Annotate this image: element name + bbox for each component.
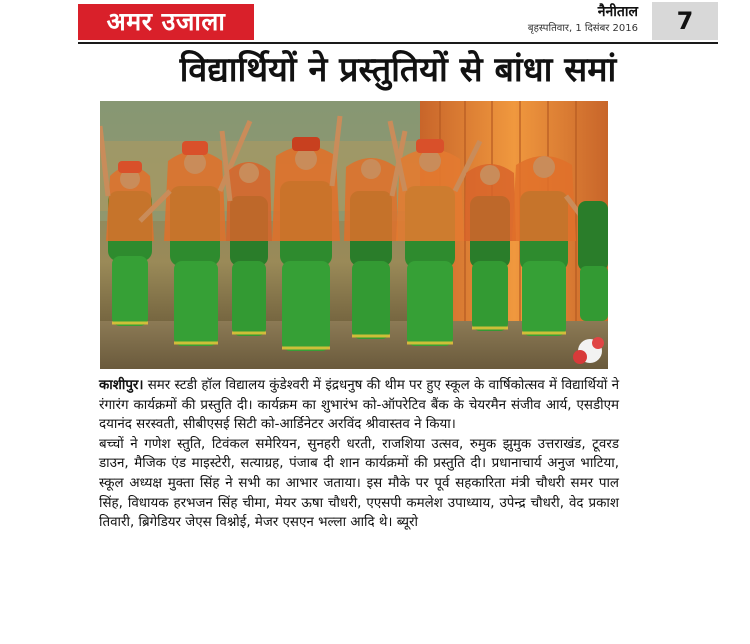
edition-date: बृहस्पतिवार, 1 दिसंबर 2016: [527, 23, 638, 34]
edition-city: नैनीताल: [597, 4, 638, 20]
news-photo: [100, 101, 608, 369]
newspaper-logo: अमर उजाला: [78, 4, 254, 40]
article-paragraph-2: बच्चों ने गणेश स्तुति, टिवंकल समेरियन, सुनहरी धरती, राजशिया उत्सव, रुमुक झुमुक उत्तराखंड, टूवरड डाउन, मैजिक एंड माइस्टेरी, सत्याग्रह, पंजाब दी शान कार्यक्रमों की प्रस्तुति दी। प्रधानाचार्य अनुज भाटिया, स्कूल अध्यक्ष मुक्ता सिंह ने सभी का आभार जताया। इस मौके पर पूर्व सहकारिता मंत्री चौधरी समर पाल सिंह, विधायक हरभजन सिंह चीमा, मेयर ऊषा चौधरी, एएसपी कमलेश उपाध्याय, उपेन्द्र चौधरी, वेद प्रकाश तिवारी, ब्रिगेडियर जेएस विश्नोई, मेजर एसएन भल्ला आदि थे। ब्यूरो: [99, 436, 619, 531]
article-paragraph-1-text: समर स्टडी हॉल विद्यालय कुंडेश्वरी में इंद्रधनुष की थीम पर हुए स्कूल के वार्षिकोत्सव में विद्यार्थियों ने रंगारंग कार्यक्रमों की प्रस्तुति दी। कार्यक्रम का शुभारंभ को-ऑपरेटिव बैंक के चेयरमैन संजीव आर्य, एसडीएम दयानंद सरस्वती, सीबीएसई सिटी को-आर्डिनेटर अरविंद श्रीवास्तव ने किया।: [99, 378, 619, 433]
dance-photo-illustration: [100, 101, 608, 369]
page-number: 7: [652, 2, 718, 40]
article-body: [99, 376, 619, 533]
edition-info: [528, 4, 638, 36]
masthead: [0, 0, 750, 44]
header-divider: [78, 42, 718, 44]
article-paragraph-1: [99, 376, 619, 435]
article-dateline: काशीपुर।: [99, 378, 144, 393]
headline: विद्यार्थियों ने प्रस्तुतियों से बांधा समां: [179, 50, 617, 90]
